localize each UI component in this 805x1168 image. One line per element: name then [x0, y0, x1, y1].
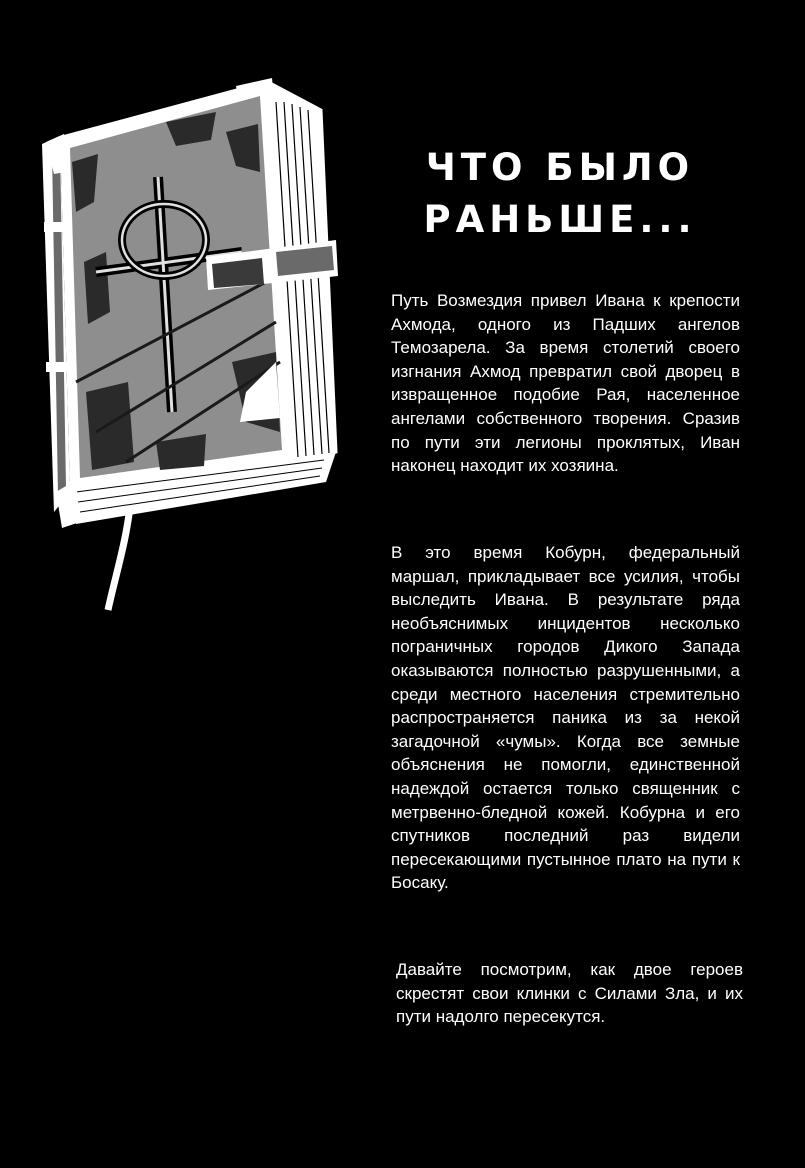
title-line-1: ЧТО БЫЛО	[425, 146, 695, 189]
cross-book-icon	[36, 62, 356, 622]
story-paragraph: В это время Кобурн, федеральный маршал, прикладывает все усилия, чтобы выследить Ивана. В результате ряда необъяснимых инцидентов несколько пограничных городов Дикого Запада оказываются полностью разрушенными, а среди местного населения стремительно распространяется паника из за некой загадочной «чумы». Когда все земные объяснения не помогли, единственной надеждой остается только священник с метрвенно-бледной кожей. Кобурна и его спутников последний раз видели пересекающими пустынное плато на пути к Босаку.	[391, 543, 740, 893]
closing-paragraph: Давайте посмотрим, как двое героев скрестят свои клинки с Силами Зла, и их пути надолго пересекутся.	[396, 960, 743, 1027]
title-line-2: РАНЬШЕ...	[423, 198, 697, 241]
page-title	[395, 142, 725, 246]
intro-paragraph: Путь Возмездия привел Ивана к крепости Ахмода, одного из Падших ангелов Темозарела. За время столетий своего изгнания Ахмод превратил свой дворец в извращенное подобие Рая, населенное ангелами собственного творения. Сразив по пути эти легионы проклятых, Иван наконец находит их хозяина.	[391, 291, 740, 476]
